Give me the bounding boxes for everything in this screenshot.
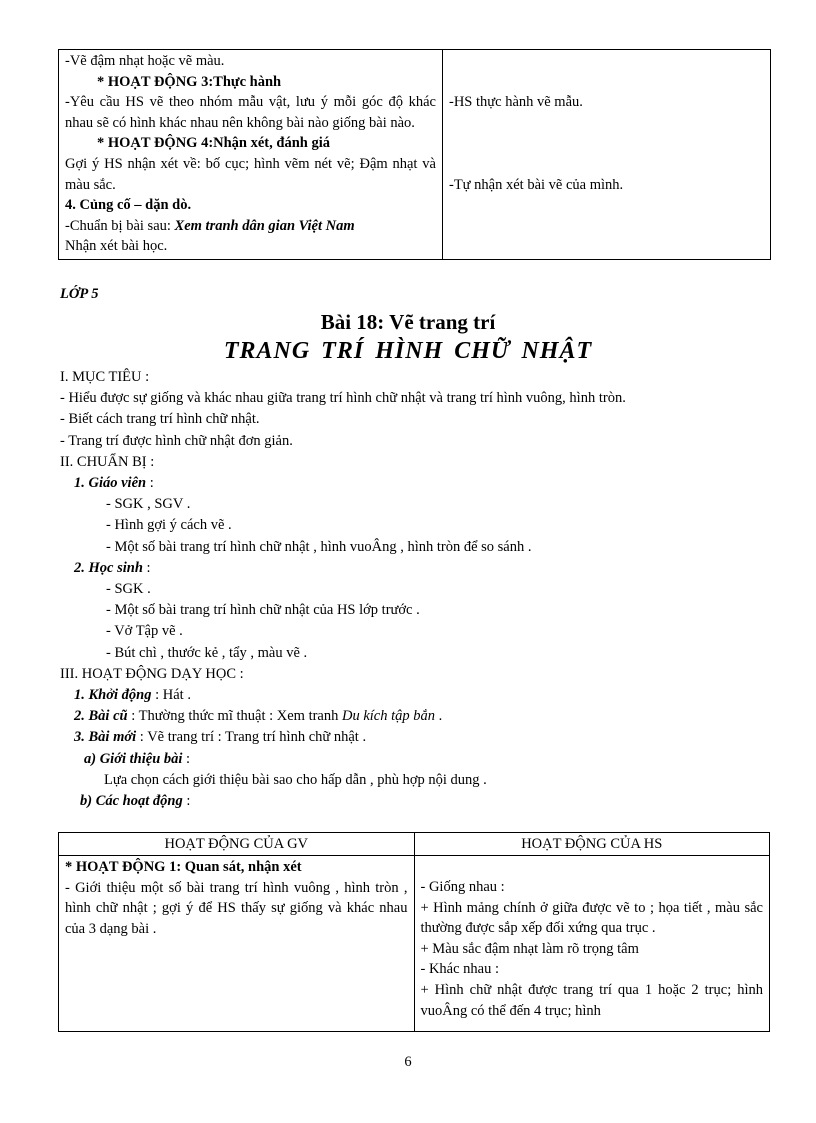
text-paragraph: + Hình mảng chính ở giữa được vẽ to ; họa tiết , màu sắc thường được sắp xếp đối xứng qua trục . bbox=[420, 899, 763, 937]
text-line: + Màu sắc đậm nhạt làm rõ trọng tâm bbox=[420, 940, 639, 957]
next-lesson-line bbox=[65, 216, 436, 237]
activity-table-continued bbox=[58, 49, 771, 260]
next-lesson-title: Xem tranh dân gian Việt Nam bbox=[174, 217, 355, 234]
list-item: - Bút chì , thước kẻ , tẩy , màu vẽ . bbox=[106, 644, 308, 661]
new-lesson-line bbox=[60, 727, 626, 748]
consolidation-heading: 4. Củng cố – dặn dò. bbox=[65, 197, 192, 214]
intro-text: Lựa chọn cách giới thiệu bài sao cho hấp dẫn , phù hợp nội dung . bbox=[104, 771, 487, 788]
list-item: - Hình gợi ý cách vẽ . bbox=[106, 517, 232, 534]
warmup-line bbox=[60, 685, 626, 706]
subheading-label: 2. Bài cũ bbox=[74, 708, 128, 725]
lesson-title: Bài 18: Vẽ trang trí bbox=[320, 310, 496, 334]
list-item: - Vở Tập vẽ . bbox=[106, 623, 183, 640]
text-span: . bbox=[435, 708, 443, 725]
subheading-label: 2. Học sinh bbox=[74, 559, 143, 576]
activity-3-heading: * HOẠT ĐỘNG 3:Thực hành bbox=[97, 73, 282, 90]
spacer bbox=[449, 51, 764, 92]
list-item: - Biết cách trang trí hình chữ nhật. bbox=[60, 411, 260, 428]
page-number: 6 bbox=[404, 1054, 412, 1070]
subheading-label: a) Giới thiệu bài bbox=[84, 750, 183, 767]
text-line: -Vẽ đậm nhạt hoặc vẽ màu. bbox=[65, 53, 225, 69]
old-lesson-line bbox=[60, 706, 626, 727]
section-heading: III. HOẠT ĐỘNG DẠY HỌC : bbox=[60, 665, 244, 682]
spacer bbox=[421, 857, 764, 877]
activities-subheading bbox=[60, 791, 626, 812]
section-heading: II. CHUẨN BỊ : bbox=[60, 453, 155, 470]
text-paragraph: -Yêu cầu HS vẽ theo nhóm mẫu vật, lưu ý mỗi góc độ khác nhau sẽ có hình khác nhau nên không bài nào giống bài nào. bbox=[65, 94, 436, 131]
subheading-label: 1. Khởi động bbox=[74, 687, 152, 704]
teacher-activity-cell bbox=[59, 856, 415, 1032]
header-student: HOẠT ĐỘNG CỦA HS bbox=[414, 833, 770, 856]
text-span: -Chuẩn bị bài sau: bbox=[65, 217, 175, 234]
student-subheading bbox=[60, 558, 626, 579]
header-teacher: HOẠT ĐỘNG CỦA GV bbox=[59, 833, 415, 856]
subheading-label: 1. Giáo viên bbox=[74, 475, 147, 492]
list-item: - Hiểu được sự giống và khác nhau giữa trang trí hình chữ nhật và trang trí hình vuông, hình tròn. bbox=[60, 390, 626, 407]
subheading-label: b) Các hoạt động bbox=[80, 793, 183, 810]
student-activity-cell bbox=[414, 856, 770, 1032]
text-span: : Hát . bbox=[151, 687, 191, 704]
colon: : bbox=[142, 559, 151, 576]
lesson-subtitle: TRANG TRÍ HÌNH CHỮ NHẬT bbox=[223, 338, 593, 364]
text-line: -HS thực hành vẽ mẫu. bbox=[449, 94, 583, 110]
text-paragraph: - Giới thiệu một số bài trang trí hình vuông , hình tròn , hình chữ nhật ; gợi ý để HS thấy sự giống và khác nhau của 3 dạng bài . bbox=[65, 879, 408, 937]
list-item: - Một số bài trang trí hình chữ nhật của HS lớp trước . bbox=[106, 602, 420, 619]
spacer bbox=[449, 113, 764, 175]
text-line: - Khác nhau : bbox=[420, 961, 500, 978]
colon: : bbox=[182, 750, 191, 767]
class-label: LỚP 5 bbox=[60, 286, 99, 302]
text-paragraph: + Hình chữ nhật được trang trí qua 1 hoặc 2 trục; hình vuoÂng có thể đến 4 trục; hình bbox=[420, 981, 763, 1019]
text-line: Nhận xét bài học. bbox=[65, 238, 168, 255]
teacher-subheading bbox=[60, 473, 626, 494]
list-item: - Trang trí được hình chữ nhật đơn giản. bbox=[60, 432, 293, 449]
section-objectives bbox=[60, 367, 626, 812]
intro-subheading bbox=[60, 749, 626, 770]
painting-title: Du kích tập bắn bbox=[341, 708, 436, 725]
list-item: - SGK . bbox=[106, 581, 151, 598]
activity-table bbox=[58, 832, 770, 1032]
activity-1-heading: * HOẠT ĐỘNG 1: Quan sát, nhận xét bbox=[65, 859, 302, 875]
colon: : bbox=[182, 793, 191, 810]
teacher-activity-cell bbox=[59, 50, 443, 260]
section-heading: I. MỤC TIÊU : bbox=[60, 369, 150, 385]
student-activity-cell bbox=[443, 50, 771, 260]
text-paragraph: Gợi ý HS nhận xét về: bố cục; hình vẽm nét vẽ; Đậm nhạt và màu sắc. bbox=[65, 155, 436, 193]
text-span: : Thường thức mĩ thuật : Xem tranh bbox=[127, 708, 342, 725]
list-item: - SGK , SGV . bbox=[106, 496, 191, 513]
text-line: - Giống nhau : bbox=[420, 879, 505, 895]
text-line: -Tự nhận xét bài vẽ của mình. bbox=[449, 176, 624, 193]
colon: : bbox=[146, 475, 154, 492]
subheading-label: 3. Bài mới bbox=[74, 729, 137, 746]
activity-4-heading: * HOẠT ĐỘNG 4:Nhận xét, đánh giá bbox=[97, 135, 330, 152]
text-span: : Vẽ trang trí : Trang trí hình chữ nhật . bbox=[136, 729, 367, 746]
list-item: - Một số bài trang trí hình chữ nhật , hình vuoÂng , hình tròn để so sánh . bbox=[106, 538, 532, 555]
